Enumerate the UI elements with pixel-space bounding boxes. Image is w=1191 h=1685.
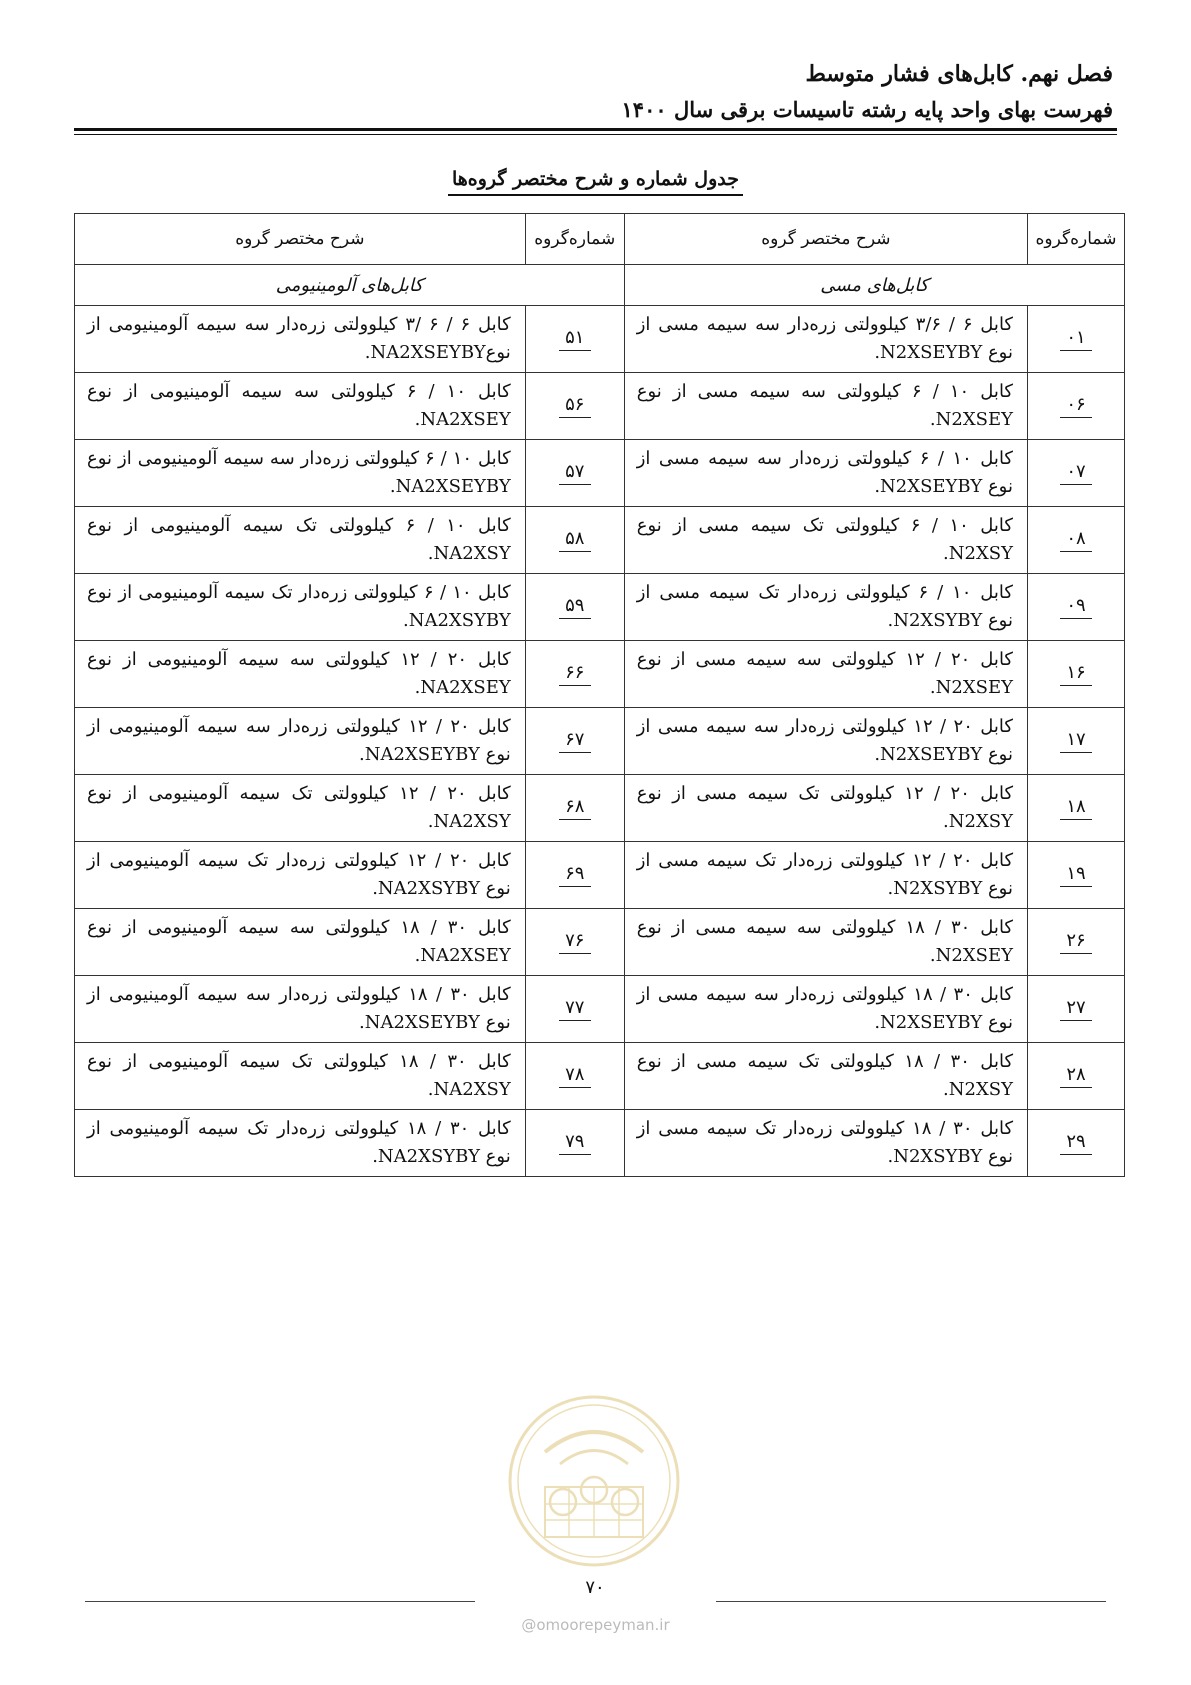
group-no-aluminum-text: ۵۹ [559, 595, 591, 619]
group-no-copper-text: ۰۸ [1060, 528, 1092, 552]
group-no-copper-text: ۲۶ [1060, 930, 1092, 954]
group-desc-copper [624, 775, 1027, 842]
group-desc-copper [624, 507, 1027, 574]
group-no-aluminum [525, 373, 624, 440]
group-no-aluminum-text: ۶۷ [559, 729, 591, 753]
group-no-copper-text: ۰۹ [1060, 595, 1092, 619]
group-no-copper [1028, 440, 1125, 507]
group-desc-copper [624, 708, 1027, 775]
group-desc-copper [624, 1043, 1027, 1110]
group-no-aluminum-text: ۷۸ [559, 1064, 591, 1088]
watermark-logo [505, 1392, 683, 1570]
group-no-aluminum [525, 1043, 624, 1110]
group-desc-aluminum-text: کابل ۲۰ / ۱۲ کیلوولتی تک سیمه آلومینیومی از نوع NA2XSY. [87, 783, 511, 832]
group-desc-aluminum [75, 373, 526, 440]
group-no-copper-text: ۲۷ [1060, 997, 1092, 1021]
group-no-aluminum [525, 440, 624, 507]
table-row [75, 775, 1125, 842]
group-desc-aluminum-text: کابل ۲۰ / ۱۲ کیلوولتی زره‌دار تک سیمه آلومینیومی از نوع NA2XSYBY. [87, 850, 511, 899]
groups-table [74, 213, 1125, 1177]
table-row [75, 1110, 1125, 1177]
group-desc-aluminum-text: کابل ۱۰ / ۶ کیلوولتی زره‌دار تک سیمه آلومینیومی از نوع NA2XSYBY. [87, 582, 511, 631]
group-no-aluminum [525, 842, 624, 909]
group-desc-aluminum [75, 775, 526, 842]
group-no-copper [1028, 842, 1125, 909]
group-desc-aluminum [75, 306, 526, 373]
group-desc-copper-text: کابل ۱۰ / ۶ کیلوولتی زره‌دار سه سیمه مسی از نوع N2XSEYBY. [636, 448, 1013, 497]
watermark-site: @omoorepeyman.ir [521, 1616, 670, 1634]
table-row [75, 976, 1125, 1043]
group-no-aluminum [525, 708, 624, 775]
group-desc-aluminum [75, 440, 526, 507]
group-no-aluminum-text: ۷۷ [559, 997, 591, 1021]
group-no-copper-text: ۲۹ [1060, 1131, 1092, 1155]
group-no-copper-text: ۰۷ [1060, 461, 1092, 485]
group-desc-copper-text: کابل ۳۰ / ۱۸ کیلوولتی سه سیمه مسی از نوع N2XSEY. [636, 917, 1013, 966]
group-desc-aluminum [75, 909, 526, 976]
group-no-aluminum [525, 976, 624, 1043]
header-rule-thin [74, 134, 1117, 135]
group-desc-copper-text: کابل ۱۰ / ۶ کیلوولتی زره‌دار تک سیمه مسی از نوع N2XSYBY. [636, 582, 1013, 631]
group-desc-aluminum-text: کابل ۲۰ / ۱۲ کیلوولتی زره‌دار سه سیمه آلومینیومی از نوع NA2XSEYBY. [87, 716, 511, 765]
footer-rule-left [85, 1601, 475, 1602]
group-no-aluminum-text: ۵۶ [559, 394, 591, 418]
group-no-aluminum [525, 507, 624, 574]
document-title: فهرست بهای واحد پایه رشته تاسیسات برقی سال ۱۴۰۰ [621, 97, 1113, 122]
group-no-aluminum [525, 909, 624, 976]
group-desc-aluminum [75, 641, 526, 708]
group-desc-copper-text: کابل ۳۰ / ۱۸ کیلوولتی زره‌دار سه سیمه مسی از نوع N2XSEYBY. [636, 984, 1013, 1033]
table-row [75, 306, 1125, 373]
table-row [75, 708, 1125, 775]
group-desc-aluminum [75, 842, 526, 909]
group-no-copper-text: ۱۸ [1060, 796, 1092, 820]
table-row [75, 909, 1125, 976]
group-desc-aluminum [75, 708, 526, 775]
table-row [75, 641, 1125, 708]
group-desc-copper-text: کابل ۲۰ / ۱۲ کیلوولتی زره‌دار سه سیمه مسی از نوع N2XSEYBY. [636, 716, 1013, 765]
group-desc-copper [624, 1110, 1027, 1177]
group-no-copper [1028, 574, 1125, 641]
group-desc-aluminum-text: کابل ۳۰ / ۱۸ کیلوولتی زره‌دار سه سیمه آلومینیومی از نوع NA2XSEYBY. [87, 984, 511, 1033]
group-no-aluminum [525, 574, 624, 641]
group-desc-copper-text: کابل ۲۰ / ۱۲ کیلوولتی تک سیمه مسی از نوع N2XSY. [636, 783, 1014, 832]
section-copper: کابل‌های مسی [624, 265, 1124, 306]
group-no-copper [1028, 306, 1125, 373]
group-no-aluminum-text: ۵۷ [559, 461, 591, 485]
col-header-group-no-aluminum: شماره‌گروه [525, 214, 624, 265]
group-no-aluminum-text: ۷۹ [559, 1131, 591, 1155]
group-desc-copper [624, 842, 1027, 909]
group-desc-copper [624, 574, 1027, 641]
group-no-copper [1028, 1110, 1125, 1177]
group-no-copper [1028, 1043, 1125, 1110]
group-no-aluminum-text: ۶۶ [559, 662, 591, 686]
group-no-copper-text: ۱۹ [1060, 863, 1092, 887]
group-desc-aluminum-text: کابل ۱۰ / ۶ کیلوولتی زره‌دار سه سیمه آلومینیومی از نوع NA2XSEYBY. [87, 448, 511, 497]
group-desc-aluminum-text: کابل ۳۰ / ۱۸ کیلوولتی زره‌دار تک سیمه آلومینیومی از نوع NA2XSYBY. [87, 1118, 511, 1167]
table-row [75, 373, 1125, 440]
group-desc-copper [624, 306, 1027, 373]
col-header-desc-copper: شرح مختصر گروه [624, 214, 1027, 265]
col-header-desc-aluminum: شرح مختصر گروه [75, 214, 526, 265]
group-desc-aluminum [75, 1043, 526, 1110]
table-row [75, 507, 1125, 574]
group-no-copper [1028, 976, 1125, 1043]
group-desc-copper [624, 373, 1027, 440]
table-title: جدول شماره و شرح مختصر گروه‌ها [0, 168, 1191, 190]
group-desc-copper-text: کابل ۲۰ / ۱۲ کیلوولتی زره‌دار تک سیمه مسی از نوع N2XSYBY. [636, 850, 1014, 899]
group-no-copper [1028, 507, 1125, 574]
section-row [75, 265, 1125, 306]
group-no-copper [1028, 373, 1125, 440]
group-desc-aluminum [75, 574, 526, 641]
table-header-row [75, 214, 1125, 265]
group-no-aluminum [525, 1110, 624, 1177]
group-no-copper [1028, 775, 1125, 842]
group-desc-aluminum [75, 507, 526, 574]
section-aluminum: کابل‌های آلومینیومی [75, 265, 625, 306]
group-desc-aluminum-text: کابل ۳۰ / ۱۸ کیلوولتی تک سیمه آلومینیومی از نوع NA2XSY. [87, 1051, 511, 1100]
group-desc-copper [624, 440, 1027, 507]
group-no-copper [1028, 641, 1125, 708]
page-number: ۷۰ [585, 1577, 605, 1598]
group-desc-copper [624, 909, 1027, 976]
group-no-copper-text: ۲۸ [1060, 1064, 1092, 1088]
group-no-aluminum [525, 775, 624, 842]
group-desc-copper-text: کابل ۱۰ / ۶ کیلوولتی سه سیمه مسی از نوع N2XSEY. [636, 381, 1013, 430]
group-no-copper [1028, 708, 1125, 775]
group-desc-copper-text: کابل ۲۰ / ۱۲ کیلوولتی سه سیمه مسی از نوع N2XSEY. [636, 649, 1013, 698]
group-desc-copper [624, 976, 1027, 1043]
group-desc-aluminum [75, 1110, 526, 1177]
group-desc-aluminum-text: کابل ۱۰ / ۶ کیلوولتی سه سیمه آلومینیومی از نوع NA2XSEY. [87, 381, 511, 430]
group-no-copper-text: ۱۷ [1060, 729, 1092, 753]
group-no-aluminum-text: ۶۹ [559, 863, 591, 887]
group-desc-copper-text: کابل ۱۰ / ۶ کیلوولتی تک سیمه مسی از نوع N2XSY. [636, 515, 1013, 564]
group-no-aluminum [525, 306, 624, 373]
header-rule-thick [74, 128, 1117, 131]
group-desc-copper-text: کابل ۳۰ / ۱۸ کیلوولتی زره‌دار تک سیمه مسی از نوع N2XSYBY. [636, 1118, 1014, 1167]
col-header-group-no-copper: شماره‌گروه [1028, 214, 1125, 265]
table-row [75, 1043, 1125, 1110]
footer-rule-right [716, 1601, 1106, 1602]
group-no-aluminum-text: ۵۸ [559, 528, 591, 552]
group-no-aluminum [525, 641, 624, 708]
group-no-aluminum-text: ۷۶ [559, 930, 591, 954]
group-desc-copper [624, 641, 1027, 708]
group-no-copper [1028, 909, 1125, 976]
group-desc-aluminum-text: کابل ۶ / ۶ /۳ کیلوولتی زره‌دار سه سیمه آلومینیومی از نوعNA2XSEYBY. [87, 314, 511, 363]
group-no-aluminum-text: ۵۱ [559, 327, 591, 351]
page-header [622, 56, 1113, 128]
group-desc-copper-text: کابل ۶ / ۳/۶ کیلوولتی زره‌دار سه سیمه مسی از نوع N2XSEYBY. [636, 314, 1013, 363]
group-desc-aluminum-text: کابل ۳۰ / ۱۸ کیلوولتی سه سیمه آلومینیومی از نوع NA2XSEY. [87, 917, 511, 966]
group-desc-aluminum-text: کابل ۲۰ / ۱۲ کیلوولتی سه سیمه آلومینیومی از نوع NA2XSEY. [87, 649, 511, 698]
group-no-copper-text: ۱۶ [1060, 662, 1092, 686]
group-no-copper-text: ۰۶ [1060, 394, 1092, 418]
group-no-copper-text: ۰۱ [1060, 327, 1092, 351]
chapter-title: فصل نهم. کابل‌های فشار متوسط [805, 61, 1113, 87]
group-desc-copper-text: کابل ۳۰ / ۱۸ کیلوولتی تک سیمه مسی از نوع N2XSY. [636, 1051, 1014, 1100]
group-no-aluminum-text: ۶۸ [559, 796, 591, 820]
group-desc-aluminum-text: کابل ۱۰ / ۶ کیلوولتی تک سیمه آلومینیومی از نوع NA2XSY. [87, 515, 511, 564]
group-desc-aluminum [75, 976, 526, 1043]
table-row [75, 842, 1125, 909]
table-row [75, 440, 1125, 507]
table-row [75, 574, 1125, 641]
